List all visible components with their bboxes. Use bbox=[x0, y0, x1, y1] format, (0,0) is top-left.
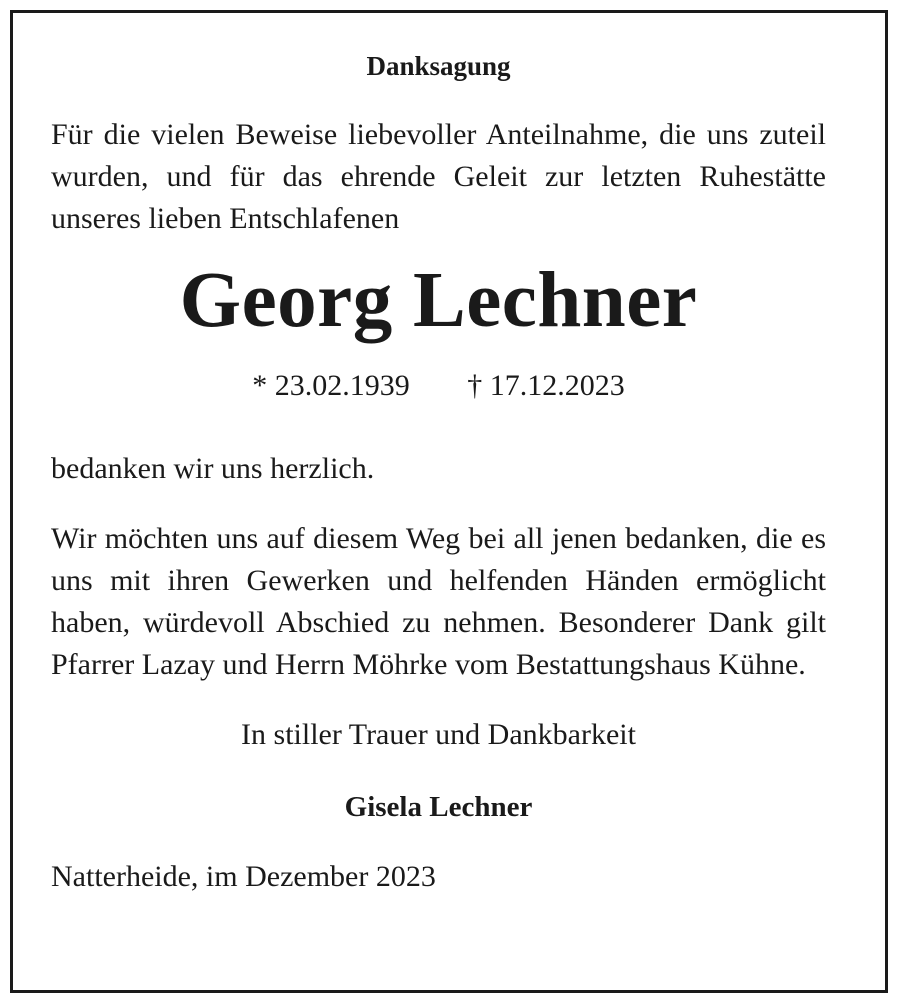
thanks-line: bedanken wir uns herzlich. bbox=[51, 452, 375, 485]
death-date: † 17.12.2023 bbox=[467, 369, 625, 402]
obituary-thanks-notice bbox=[51, 48, 826, 928]
signer-name: Gisela Lechner bbox=[344, 791, 533, 823]
closing-line: In stiller Trauer und Dankbarkeit bbox=[241, 718, 636, 751]
intro-paragraph: Für die vielen Beweise liebevoller Anteilnahme, die uns zuteil wurden, und für das ehrende Geleit zur letzten Ruhestätte unseres lieben Entschlafenen bbox=[51, 118, 826, 235]
body-paragraph: Wir möchten uns auf diesem Weg bei all jenen bedanken, die es uns mit ihren Gewerken und helfenden Händen ermöglicht haben, würdevoll Abschied zu nehmen. Besonderer Dank gilt Pfarrer Lazay und Herrn Möhrke vom Bestattungshaus Kühne. bbox=[51, 522, 826, 681]
place-date: Natterheide, im Dezember 2023 bbox=[51, 860, 436, 893]
birth-date: * 23.02.1939 bbox=[252, 369, 410, 402]
life-dates bbox=[51, 366, 826, 406]
notice-heading: Danksagung bbox=[366, 51, 511, 81]
deceased-name: Georg Lechner bbox=[179, 257, 698, 344]
